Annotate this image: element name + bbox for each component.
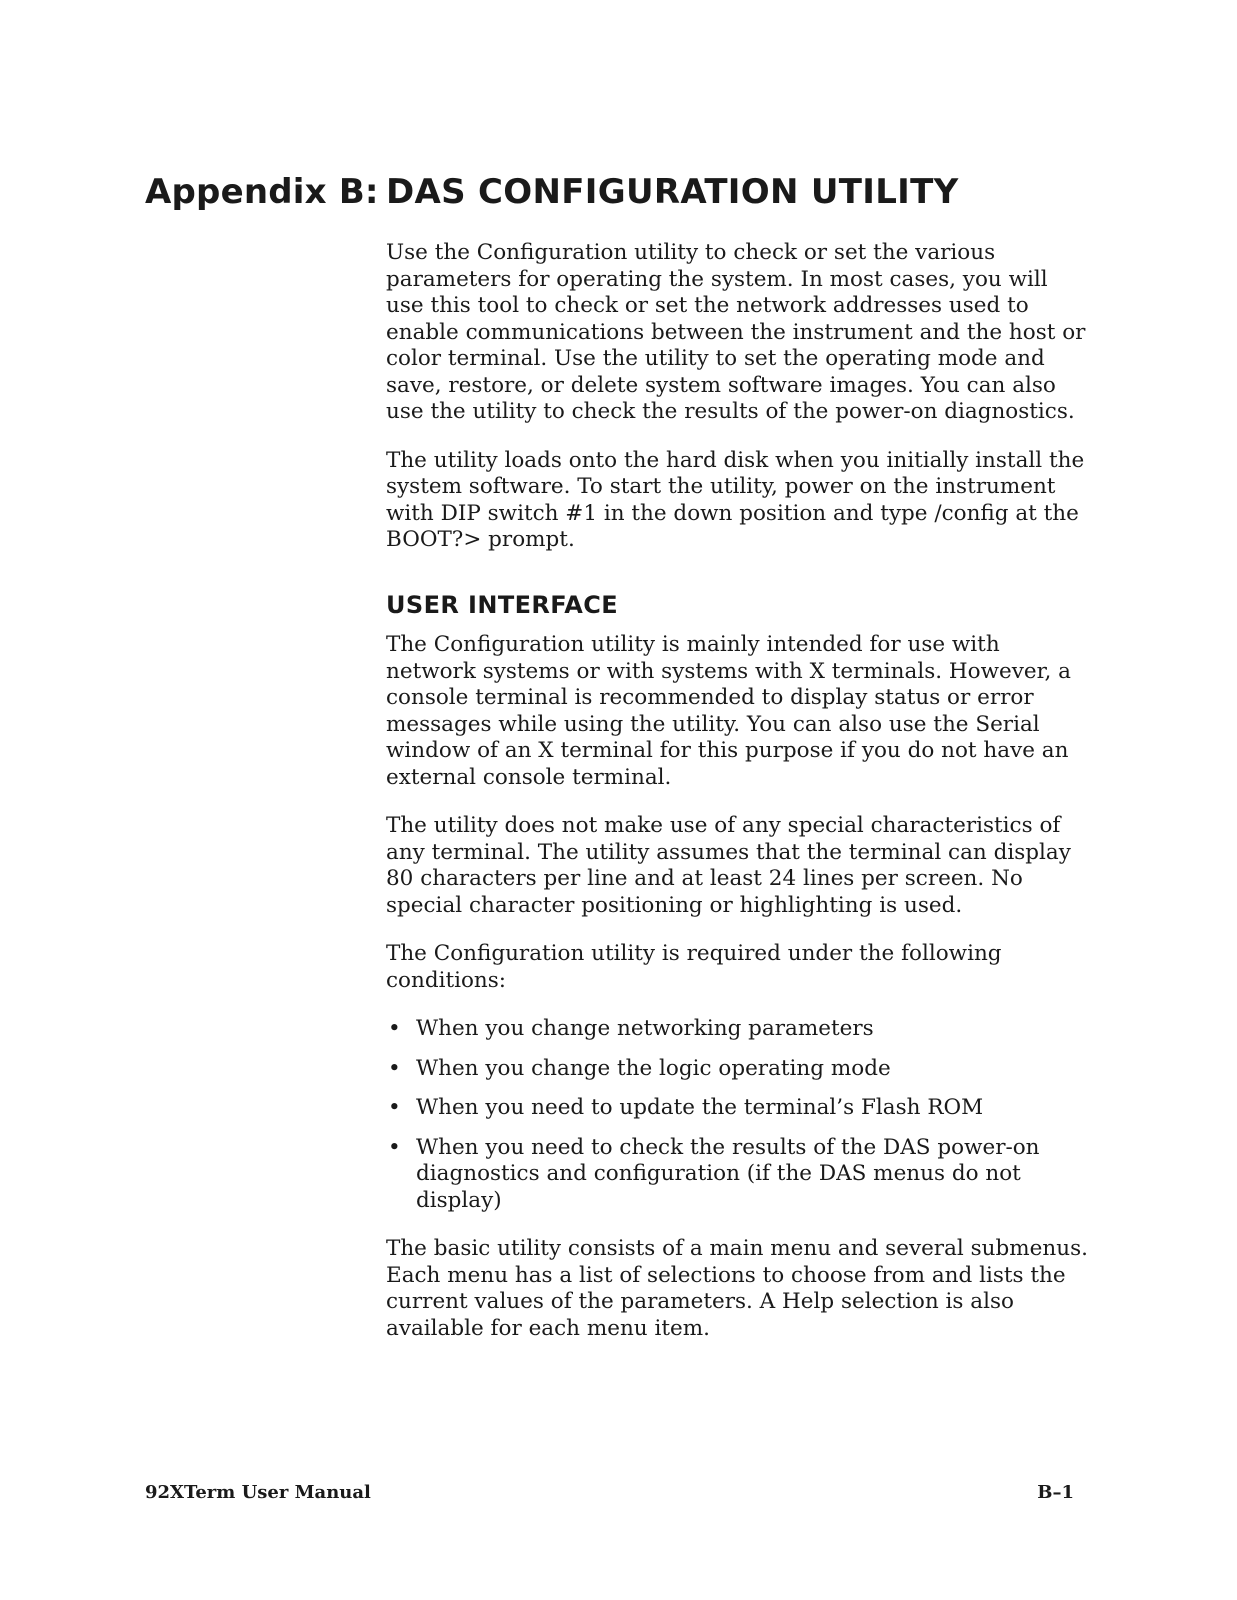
- list-item-text: When you need to update the terminal’s Flash ROM: [416, 1095, 984, 1120]
- footer-manual-title: 92XTerm User Manual: [145, 1482, 371, 1503]
- list-item-text: When you need to check the results of the DAS power-on diagnostics and configuration (if the DAS menus do not display): [416, 1134, 1040, 1213]
- section-heading-user-interface: USER INTERFACE: [386, 590, 619, 619]
- list-item: [386, 1135, 1091, 1215]
- bullet-icon: •: [388, 1055, 401, 1081]
- intro-paragraph-1: Use the Configuration utility to check or set the various parameters for operating the system. In most cases, you will use this tool to check or set the network addresses used to enable communications between the instrument and the host or color terminal. Use the utility to set the operating mode and save, restore, or delete system software images. You can also use the utility to check the results of the power-on diagnostics.: [386, 240, 1086, 424]
- bullet-icon: •: [388, 1095, 401, 1120]
- ui-paragraph-1: The Configuration utility is mainly intended for use with network systems or with systems with X terminals. However, a console terminal is recommended to display status or error messages while using the utility. You can also use the Serial window of an X terminal for this purpose if you do not have an external console terminal.: [386, 632, 1071, 790]
- intro-paragraph-2: The utility loads onto the hard disk when you initially install the system software. To start the utility, power on the instrument with DIP switch #1 in the down position and type /config at the BOOT?> prompt.: [386, 447, 1085, 552]
- conditions-list: [386, 1016, 1091, 1214]
- list-item: [386, 1016, 1091, 1043]
- body-column: [386, 240, 1091, 1364]
- footer-page-number: B–1: [1037, 1482, 1074, 1503]
- bullet-icon: •: [388, 1134, 401, 1160]
- list-item-text: When you change the logic operating mode: [416, 1055, 891, 1081]
- bullet-icon: •: [388, 1016, 401, 1041]
- list-item: [386, 1095, 1091, 1122]
- ui-closing-paragraph: The basic utility consists of a main menu and several submenus. Each menu has a list of selections to choose from and lists the current values of the parameters. A Help selection is also available for each menu item.: [386, 1236, 1088, 1341]
- ui-paragraph-3: The Configuration utility is required under the following conditions:: [386, 941, 1002, 993]
- list-item: [386, 1056, 1091, 1083]
- chapter-label: Appendix B:: [145, 172, 379, 212]
- ui-paragraph-2: The utility does not make use of any special characteristics of any terminal. The utility assumes that the terminal can display 80 characters per line and at least 24 lines per screen. No special character positioning or highlighting is used.: [386, 813, 1071, 918]
- chapter-title: DAS CONFIGURATION UTILITY: [386, 172, 959, 212]
- list-item-text: When you change networking parameters: [416, 1016, 874, 1041]
